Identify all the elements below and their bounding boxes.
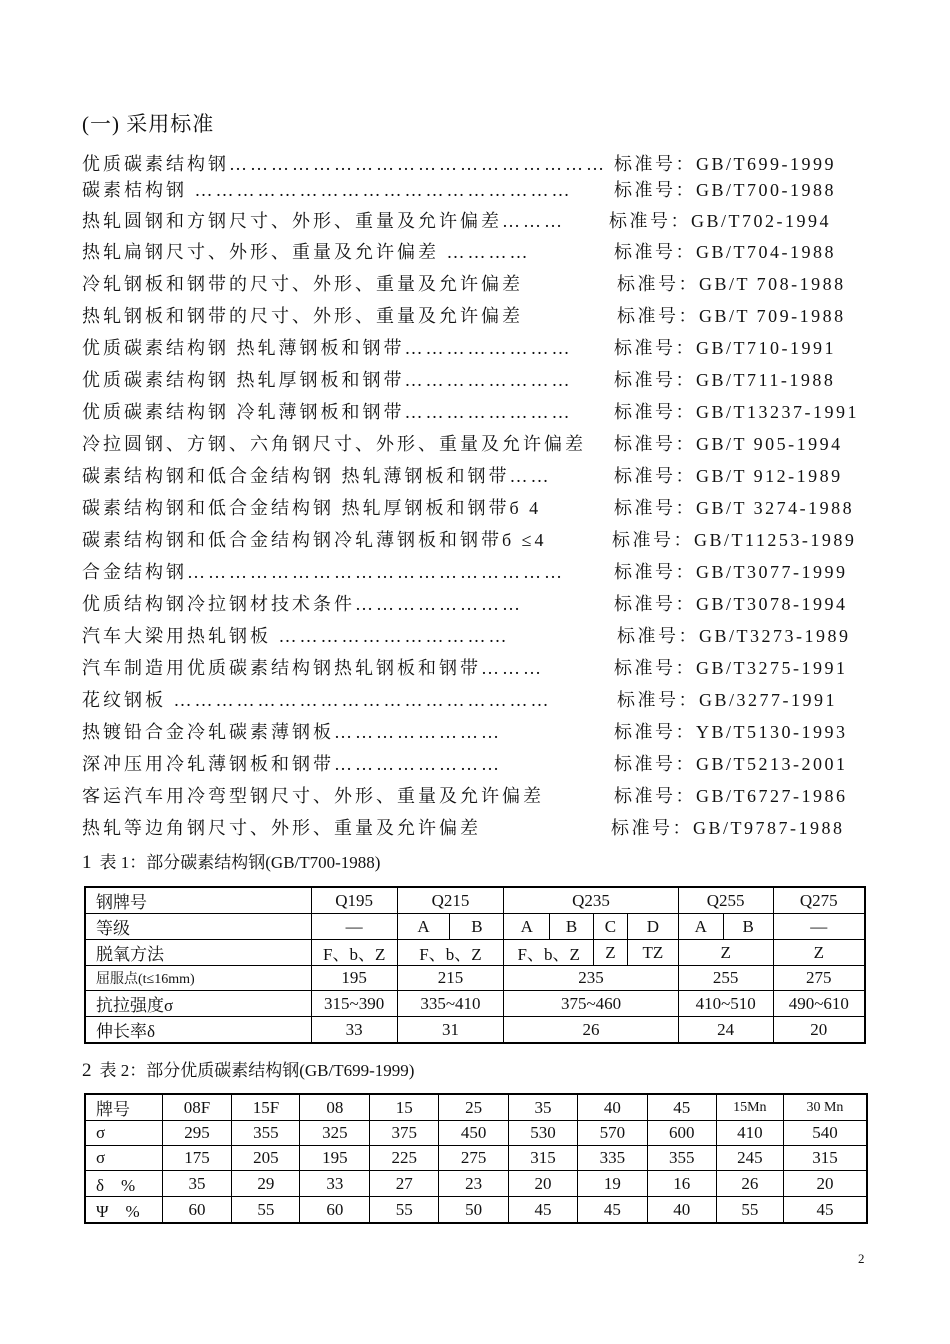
table-cell: 20 xyxy=(773,1017,865,1044)
standard-name: 冷拉圆钢、方钢、六角钢尺寸、外形、重量及允许偏差 xyxy=(82,434,586,454)
table-cell: 45 xyxy=(647,1094,716,1121)
table-cell: 26 xyxy=(504,1017,678,1044)
table-cell: 60 xyxy=(162,1197,232,1224)
standard-code: 标准号：GB/T 3274-1988 xyxy=(614,498,855,518)
standard-item xyxy=(82,814,882,838)
table-cell: Q255 xyxy=(678,887,773,914)
standard-code: 标准号：GB/T 912-1989 xyxy=(614,466,843,486)
row-label: 屈服点(t≤16mm) xyxy=(85,966,311,991)
table-cell: 245 xyxy=(716,1146,783,1171)
table-cell: 33 xyxy=(311,1017,397,1044)
table-cell: 355 xyxy=(232,1121,300,1146)
table-cell: 355 xyxy=(647,1146,716,1171)
row-label: δ % xyxy=(85,1171,162,1197)
standard-name: 碳素结构钢和低合金结构钢 热轧厚钢板和钢带б 4 xyxy=(82,498,542,518)
standard-item xyxy=(82,494,882,518)
table-row xyxy=(85,1146,867,1171)
table2-caption-text: 表 2：部分优质碳素结构钢(GB/T699-1999) xyxy=(99,1061,415,1080)
standard-name: 热轧等边角钢尺寸、外形、重量及允许偏差 xyxy=(82,818,481,838)
table-cell: 23 xyxy=(439,1171,509,1197)
table-cell: 40 xyxy=(577,1094,647,1121)
table-cell: 410 xyxy=(716,1121,783,1146)
standard-item xyxy=(82,654,882,678)
table-cell: Q275 xyxy=(773,887,865,914)
standard-name: 热轧扁钢尺寸、外形、重量及允许偏差 ………… xyxy=(82,242,531,262)
row-label: 抗拉强度σ xyxy=(85,991,311,1017)
standard-name: 客运汽车用冷弯型钢尺寸、外形、重量及允许偏差 xyxy=(82,786,544,806)
standard-name: 花纹钢板 ……………………………………………… xyxy=(82,690,552,710)
table-cell: 235 xyxy=(504,966,678,991)
quality-carbon-steel-table xyxy=(84,1093,868,1224)
table-row xyxy=(85,1197,867,1224)
table-cell: 16 xyxy=(647,1171,716,1197)
table-cell: 375~460 xyxy=(504,991,678,1017)
table-cell: 29 xyxy=(232,1171,300,1197)
table-cell: Z xyxy=(594,940,628,966)
row-label: 钢牌号 xyxy=(85,887,311,914)
standard-code: 标准号：GB/T5213-2001 xyxy=(614,754,848,774)
standard-item xyxy=(82,622,882,646)
table-cell: 335~410 xyxy=(397,991,504,1017)
table-row xyxy=(85,940,865,966)
table-cell: 175 xyxy=(162,1146,232,1171)
row-label: 牌号 xyxy=(85,1094,162,1121)
table-cell: 295 xyxy=(162,1121,232,1146)
standard-item xyxy=(82,526,882,550)
table-row xyxy=(85,1094,867,1121)
table-cell: 35 xyxy=(509,1094,578,1121)
table-cell: B xyxy=(550,914,594,940)
standard-item xyxy=(82,718,882,742)
table2-caption xyxy=(82,1056,414,1082)
standard-item xyxy=(82,430,882,454)
row-label: 等级 xyxy=(85,914,311,940)
standard-item xyxy=(82,686,882,710)
table-cell: 375 xyxy=(370,1121,439,1146)
standard-name: 碳素桔构钢 ……………………………………………… xyxy=(82,180,573,200)
standard-item xyxy=(82,750,882,774)
table-cell: 27 xyxy=(370,1171,439,1197)
table1-caption xyxy=(82,848,380,874)
standard-name: 汽车制造用优质碳素结构钢热轧钢板和钢带……… xyxy=(82,658,544,678)
standard-name: 优质碳素结构钢……………………………………………… xyxy=(82,154,607,174)
standard-code: 标准号：GB/T711-1988 xyxy=(614,370,836,390)
table-cell: 55 xyxy=(232,1197,300,1224)
standard-item xyxy=(82,150,882,174)
table-cell: Q235 xyxy=(504,887,678,914)
table-cell: A xyxy=(397,914,450,940)
table-cell: F、b、Z xyxy=(311,940,397,966)
table-cell: TZ xyxy=(627,940,678,966)
table-cell: F、b、Z xyxy=(397,940,504,966)
table-cell: A xyxy=(504,914,550,940)
table-cell: 20 xyxy=(509,1171,578,1197)
table-cell: — xyxy=(311,914,397,940)
section-heading: (一) 采用标准 xyxy=(82,112,215,136)
standard-code: 标准号：GB/T700-1988 xyxy=(614,180,836,200)
table-cell: D xyxy=(627,914,678,940)
standard-code: 标准号：GB/T 905-1994 xyxy=(614,434,843,454)
table-row xyxy=(85,914,865,940)
standard-name: 热轧钢板和钢带的尺寸、外形、重量及允许偏差 xyxy=(82,306,523,326)
table-cell: 35 xyxy=(162,1171,232,1197)
row-label: σ xyxy=(85,1121,162,1146)
table-cell: 275 xyxy=(773,966,865,991)
table-cell: 225 xyxy=(370,1146,439,1171)
table-cell: 325 xyxy=(300,1121,370,1146)
table-cell: 26 xyxy=(716,1171,783,1197)
table-cell: 195 xyxy=(311,966,397,991)
standard-code: 标准号：GB/T704-1988 xyxy=(614,242,836,262)
table-cell: 410~510 xyxy=(678,991,773,1017)
standard-code: 标准号：GB/3277-1991 xyxy=(617,690,837,710)
standard-name: 优质结构钢冷拉钢材技术条件…………………… xyxy=(82,594,523,614)
table2-number: 2 xyxy=(82,1060,92,1081)
standard-code: 标准号：GB/T710-1991 xyxy=(614,338,836,358)
table-row xyxy=(85,966,865,991)
table-cell: C xyxy=(594,914,628,940)
table-cell: 275 xyxy=(439,1146,509,1171)
standard-code: 标准号：GB/T13237-1991 xyxy=(614,402,859,422)
row-label: Ψ % xyxy=(85,1197,162,1224)
standard-item xyxy=(82,302,882,326)
table-cell: 600 xyxy=(647,1121,716,1146)
table-cell: 255 xyxy=(678,966,773,991)
standard-code: 标准号：GB/T 708-1988 xyxy=(617,274,846,294)
standard-code: 标准号：GB/T702-1994 xyxy=(609,211,831,231)
table-cell: 55 xyxy=(716,1197,783,1224)
standard-item xyxy=(82,176,882,200)
table-cell: 315 xyxy=(783,1146,867,1171)
standard-item xyxy=(82,270,882,294)
table-cell: 15F xyxy=(232,1094,300,1121)
table-cell: 30 Mn xyxy=(783,1094,867,1121)
table-cell: 24 xyxy=(678,1017,773,1044)
table-cell: 08F xyxy=(162,1094,232,1121)
standard-name: 深冲压用冷轧薄钢板和钢带…………………… xyxy=(82,754,502,774)
standard-code: 标准号：GB/T3273-1989 xyxy=(617,626,851,646)
table-cell: B xyxy=(450,914,504,940)
table-cell: Q195 xyxy=(311,887,397,914)
standard-code: 标准号：YB/T5130-1993 xyxy=(614,722,848,742)
standard-name: 热轧圆钢和方钢尺寸、外形、重量及允许偏差……… xyxy=(82,211,565,231)
table-row xyxy=(85,1017,865,1044)
table-cell: 570 xyxy=(577,1121,647,1146)
row-label: 脱氧方法 xyxy=(85,940,311,966)
table-cell: Z xyxy=(678,940,773,966)
table-row xyxy=(85,1171,867,1197)
table1-number: 1 xyxy=(82,852,92,873)
table-cell: 45 xyxy=(783,1197,867,1224)
standard-name: 合金结构钢……………………………………………… xyxy=(82,562,565,582)
row-label: σ xyxy=(85,1146,162,1171)
table-cell: 540 xyxy=(783,1121,867,1146)
standard-code: 标准号：GB/T6727-1986 xyxy=(614,786,848,806)
table-cell: 20 xyxy=(783,1171,867,1197)
table-cell: 45 xyxy=(509,1197,578,1224)
table-cell: A xyxy=(678,914,723,940)
table-cell: 55 xyxy=(370,1197,439,1224)
table-cell: 315~390 xyxy=(311,991,397,1017)
standard-code: 标准号：GB/T3275-1991 xyxy=(614,658,848,678)
standard-name: 碳素结构钢和低合金结构钢冷轧薄钢板和钢带б ≤4 xyxy=(82,530,547,550)
standard-name: 汽车大梁用热轧钢板 …………………………… xyxy=(82,626,510,646)
table-cell: 215 xyxy=(397,966,504,991)
page-number: 2 xyxy=(858,1251,865,1266)
table-cell: B xyxy=(723,914,773,940)
standard-name: 优质碳素结构钢 热轧薄钢板和钢带…………………… xyxy=(82,338,573,358)
standard-code: 标准号：GB/T11253-1989 xyxy=(612,530,857,550)
table-cell: Q215 xyxy=(397,887,504,914)
table-row xyxy=(85,991,865,1017)
standard-item xyxy=(82,207,882,231)
table-cell: 530 xyxy=(509,1121,578,1146)
table-cell: 315 xyxy=(509,1146,578,1171)
standard-code: 标准号：GB/T3077-1999 xyxy=(614,562,848,582)
standard-name: 优质碳素结构钢 热轧厚钢板和钢带…………………… xyxy=(82,370,573,390)
table-cell: 15Mn xyxy=(716,1094,783,1121)
carbon-steel-table xyxy=(84,886,866,1044)
table-cell: Z xyxy=(773,940,865,966)
standard-item xyxy=(82,782,882,806)
standard-name: 冷轧钢板和钢带的尺寸、外形、重量及允许偏差 xyxy=(82,274,523,294)
table-cell: 60 xyxy=(300,1197,370,1224)
table-cell: 205 xyxy=(232,1146,300,1171)
standard-item xyxy=(82,334,882,358)
table-cell: F、b、Z xyxy=(504,940,594,966)
standard-name: 优质碳素结构钢 冷轧薄钢板和钢带…………………… xyxy=(82,402,573,422)
row-label: 伸长率δ xyxy=(85,1017,311,1044)
standard-code: 标准号：GB/T699-1999 xyxy=(614,154,836,174)
standard-name: 碳素结构钢和低合金结构钢 热轧薄钢板和钢带…… xyxy=(82,466,552,486)
standard-item xyxy=(82,238,882,262)
table-cell: 45 xyxy=(577,1197,647,1224)
table-cell: — xyxy=(773,914,865,940)
standard-name: 热镀铅合金冷轧碳素薄钢板…………………… xyxy=(82,722,502,742)
table-cell: 490~610 xyxy=(773,991,865,1017)
standard-code: 标准号：GB/T 709-1988 xyxy=(617,306,846,326)
table-cell: 19 xyxy=(577,1171,647,1197)
table-cell: 31 xyxy=(397,1017,504,1044)
table-row xyxy=(85,887,865,914)
standard-item xyxy=(82,366,882,390)
table-cell: 50 xyxy=(439,1197,509,1224)
table1-caption-text: 表 1：部分碳素结构钢(GB/T700-1988) xyxy=(99,853,381,872)
table-cell: 15 xyxy=(370,1094,439,1121)
standard-item xyxy=(82,590,882,614)
standard-code: 标准号：GB/T3078-1994 xyxy=(614,594,848,614)
standard-code: 标准号：GB/T9787-1988 xyxy=(611,818,845,838)
standard-item xyxy=(82,558,882,582)
standard-item xyxy=(82,398,882,422)
table-cell: 40 xyxy=(647,1197,716,1224)
table-cell: 195 xyxy=(300,1146,370,1171)
table-row xyxy=(85,1121,867,1146)
table-cell: 335 xyxy=(577,1146,647,1171)
table-cell: 450 xyxy=(439,1121,509,1146)
table-cell: 08 xyxy=(300,1094,370,1121)
table-cell: 33 xyxy=(300,1171,370,1197)
table-cell: 25 xyxy=(439,1094,509,1121)
standard-item xyxy=(82,462,882,486)
